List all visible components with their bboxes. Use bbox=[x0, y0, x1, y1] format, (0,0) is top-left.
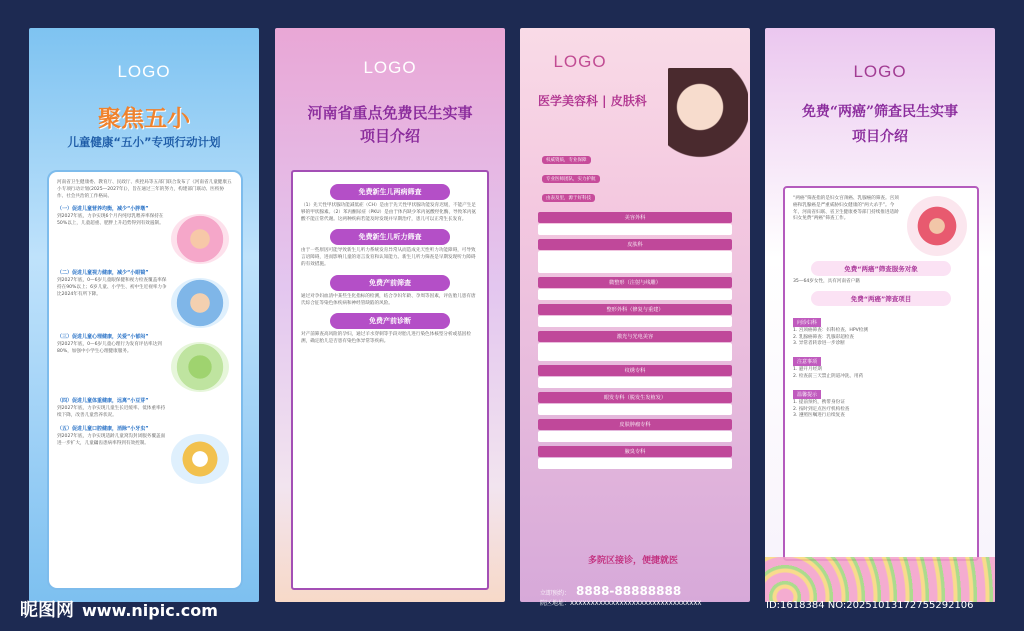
section-heading: （四）促进儿童体重健康，远离“小豆芽” bbox=[57, 398, 149, 405]
section-text: 到2027年底，0—6岁儿童眼保健和视力检查覆盖率保持在90%以上；6岁儿童、小学生、初中生近视率力争比2024年有所下降。 bbox=[57, 278, 167, 297]
family-illustration-icon bbox=[907, 196, 967, 256]
block-text: 通过对孕妇血清中某些生化指标的检测，结合孕妇年龄、孕周等因素，评估胎儿患有唐氏综合征等染色体疾病和神经管缺陷的风险。 bbox=[301, 293, 476, 306]
content-heading: 免费“两癌”筛查项目 bbox=[811, 291, 951, 306]
department-box bbox=[538, 251, 732, 273]
list-item: 2. 按时到定点医疗机构检查 bbox=[793, 406, 850, 412]
feature-tag: 专业医师团队，实力护航 bbox=[542, 175, 600, 183]
feature-tags bbox=[542, 146, 662, 203]
poster-dermatology bbox=[520, 28, 750, 607]
poster-two-cancers bbox=[765, 28, 995, 602]
flowers-decoration-icon bbox=[765, 557, 995, 602]
list-item: 1. 宫颈癌筛查：妇科检查、HPV检测 bbox=[793, 327, 868, 333]
poster-title: 聚焦五小 bbox=[98, 105, 190, 132]
target-text: 35—64岁女性，具有河南省户籍 bbox=[793, 279, 860, 284]
section-text: 到2027年底，力争实现6个月内纯母乳喂养率保持在50%以上，儿童超重、肥胖上升趋势得到有效遏制。 bbox=[57, 214, 164, 227]
watermark-url: www.nipic.com bbox=[82, 601, 218, 620]
contact-info bbox=[540, 584, 702, 607]
watermark bbox=[20, 596, 218, 622]
poster-title bbox=[765, 100, 995, 150]
section-text: 到2027年底，力争实现儿童生长迟缓率、低体重率持续下降，改善儿童营养状况。 bbox=[57, 406, 166, 419]
block-text: （1）先天性甲状腺功能减低症（CH）是由于先天性甲状腺功能发育迟缓，不能产生足够的甲状腺素。（2）苯丙酮尿症（PKU）是由于体内缺少苯丙氨酸羟化酶，导致苯丙氨酸不能正常代谢。这两种疾病若能及时发现并早期治疗，患儿可以正常生长发育。 bbox=[301, 203, 477, 222]
department-heading: 激光与光电美容 bbox=[538, 331, 732, 342]
intro-text: “两癌”筛查指的是妇女宫颈癌、乳腺癌的筛查。宫颈癌和乳腺癌是严重威胁妇女健康的“两大杀手”。今年，河南省妇联、省卫生健康委等部门持续推进适龄妇女免费“两癌”筛查工作。 bbox=[793, 196, 899, 222]
department-heading: 纹绣专科 bbox=[538, 365, 732, 376]
section-tag: 注意事项 bbox=[793, 357, 821, 366]
block-heading: 免费产前筛查 bbox=[330, 275, 450, 291]
address-label: 院区地址： bbox=[540, 600, 571, 607]
department-box bbox=[538, 377, 732, 388]
logo: LOGO bbox=[553, 52, 607, 71]
image-id: ID:1618384 NO:20251013172755292106 bbox=[766, 600, 974, 611]
address-text: XXXXXXXXXXXXXXXXXXXXXXXXXXXXXXXX bbox=[570, 600, 702, 607]
target-heading: 免费“两癌”筛查服务对象 bbox=[811, 261, 951, 276]
feature-tag: 由表及里，源于好科技 bbox=[542, 194, 595, 202]
department-heading: 整形外科（修复与重建） bbox=[538, 304, 732, 315]
list-item: 2. 乳腺癌筛查：乳腺彩超检查 bbox=[793, 334, 854, 340]
department-heading: 美容外科 bbox=[538, 212, 732, 223]
watermark-brand: 昵图网 bbox=[20, 600, 74, 621]
section-text: 到2027年底，0—6岁儿童心理行为发育评估率达到80%，加强中小学生心理健康服务。 bbox=[57, 342, 162, 355]
department-heading: 腋臭专科 bbox=[538, 446, 732, 457]
department-heading: 眼发专科（脱发生发植发） bbox=[538, 392, 732, 403]
woman-portrait-icon bbox=[668, 68, 748, 198]
department-box bbox=[538, 343, 732, 361]
title-line-1: 免费“两癌”筛查民生实事 bbox=[801, 104, 959, 120]
eye-test-illustration-icon bbox=[171, 278, 229, 328]
poster-title: 医学美容科 | 皮肤科 bbox=[538, 94, 647, 108]
list-item: 2. 检查前三天禁止阴道冲洗、用药 bbox=[793, 373, 864, 379]
section-heading: （三）促进儿童心理健康，关爱“小郁闷” bbox=[57, 334, 149, 341]
title-line-2: 项目介绍 bbox=[359, 127, 420, 145]
department-box bbox=[538, 404, 732, 415]
list-item: 1. 提前预约，携带身份证 bbox=[793, 399, 845, 405]
content-card bbox=[47, 170, 243, 590]
department-box bbox=[538, 431, 732, 442]
content-card bbox=[291, 170, 489, 590]
poster-free-projects bbox=[275, 28, 505, 602]
phone-label: 立即预约： bbox=[540, 590, 571, 597]
logo: LOGO bbox=[853, 62, 907, 81]
logo: LOGO bbox=[363, 58, 417, 77]
list-item: 3. 异常者转诊进一步诊断 bbox=[793, 341, 845, 347]
block-heading: 免费产前诊断 bbox=[330, 313, 450, 329]
section-heading: （五）促进儿童口腔健康，消除“小牙虫” bbox=[57, 425, 149, 432]
toothbrush-illustration-icon bbox=[171, 434, 229, 484]
department-heading: 皮肤肿瘤专科 bbox=[538, 419, 732, 430]
department-box bbox=[538, 458, 732, 469]
block-text: 由于一些原因可能导致新生儿听力系统发育异常从而造成先天性听力功能障碍，可导致言语障碍，进而影响儿童的语言发育和认知能力。新生儿听力筛查是早期发现听力障碍的有效措施。 bbox=[301, 248, 476, 267]
title-line-1: 河南省重点免费民生实事 bbox=[307, 104, 473, 122]
mother-baby-illustration-icon bbox=[171, 214, 229, 264]
intro-text: 河南省卫生健康委、教育厅、民政厅、疾控局等五部门联合发布了《河南省儿童健康五小专项行动计划(2025—2027年)》，旨在通过三年的努力，构建部门联动、医校协作、社会共治的工作格局。 bbox=[57, 180, 232, 199]
list-item: 3. 遵照医嘱进行后续复查 bbox=[793, 413, 845, 419]
poster-five-small bbox=[29, 28, 259, 602]
slogan: 多院区接诊，便捷就医 bbox=[588, 556, 679, 566]
department-box bbox=[538, 224, 732, 235]
content-card bbox=[783, 186, 979, 561]
block-heading: 免费新生儿两病筛查 bbox=[330, 184, 450, 200]
poster-title bbox=[275, 102, 505, 148]
department-list bbox=[538, 208, 732, 469]
section-tag: 问诊妇科 bbox=[793, 318, 821, 327]
poster-subtitle: 儿童健康“五小”专项行动计划 bbox=[67, 135, 221, 149]
department-box bbox=[538, 316, 732, 327]
title-line-2: 项目介绍 bbox=[852, 129, 908, 145]
section-tag: 温馨提示 bbox=[793, 390, 821, 399]
kids-playing-illustration-icon bbox=[171, 342, 229, 392]
block-text: 对产前筛查高风险的孕妇，通过羊水穿刺等手段对胎儿进行染色体核型分析或基因检测，确定胎儿是否患有染色体异常等疾病。 bbox=[301, 332, 471, 345]
department-heading: 皮肤科 bbox=[538, 239, 732, 250]
section-text: 到2027年底，力争实现适龄儿童窝沟封闭服务覆盖面进一步扩大，儿童龋齿患病率得到有效控制。 bbox=[57, 433, 166, 446]
logo: LOGO bbox=[117, 62, 171, 81]
feature-tag: 权威资质，专业保障 bbox=[542, 156, 591, 164]
list-item: 1. 避开月经期 bbox=[793, 367, 822, 373]
department-heading: 微整形（注射与线雕） bbox=[538, 277, 732, 288]
section-heading: （二）促进儿童视力健康，减少“小眼镜” bbox=[57, 270, 149, 277]
block-heading: 免费新生儿听力筛查 bbox=[330, 229, 450, 245]
department-box bbox=[538, 289, 732, 300]
section-heading: （一）促进儿童营养均衡，减少“小胖墩” bbox=[57, 206, 149, 213]
phone-number: 8888-88888888 bbox=[576, 584, 682, 598]
